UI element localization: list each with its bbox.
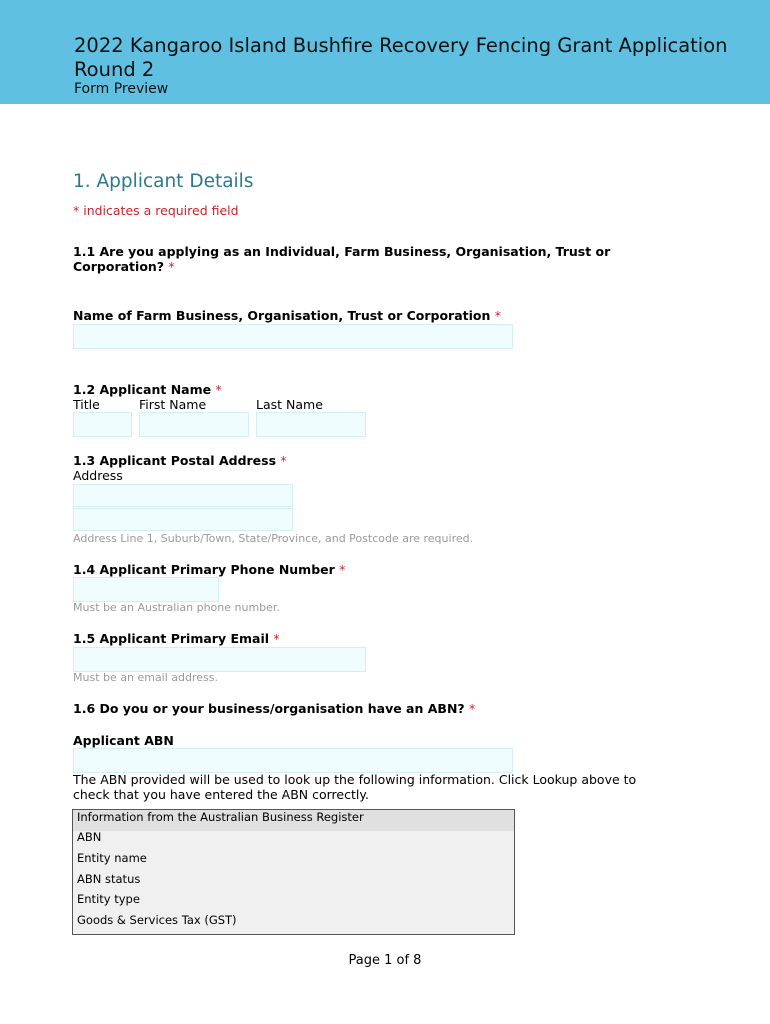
form-subtitle: Form Preview: [74, 81, 169, 97]
title-label: Title: [73, 397, 100, 412]
title-input[interactable]: [73, 412, 132, 437]
abn-label: Applicant ABN: [73, 733, 174, 748]
section-title: 1. Applicant Details: [73, 171, 254, 192]
abn-row-abn-status: ABN status: [77, 872, 141, 886]
abn-row-entity-name: Entity name: [77, 851, 147, 865]
required-star: *: [280, 453, 287, 468]
address-line-2-input[interactable]: [73, 508, 293, 531]
abn-info-box: [72, 809, 515, 935]
last-name-label: Last Name: [256, 397, 323, 412]
required-star: *: [273, 631, 280, 646]
question-1-5: 1.5 Applicant Primary Email *: [73, 631, 280, 646]
phone-hint: Must be an Australian phone number.: [73, 601, 280, 614]
required-star: *: [494, 308, 502, 323]
abn-description: The ABN provided will be used to look up the following information. Click Lookup above to check that you have entered the ABN correctly.: [73, 772, 637, 802]
abn-row-gst: Goods & Services Tax (GST): [77, 913, 237, 927]
required-star: *: [215, 382, 222, 397]
question-1-2: 1.2 Applicant Name *: [73, 382, 222, 397]
address-label: Address: [73, 468, 123, 483]
farm-name-label: Name of Farm Business, Organisation, Trust or Corporation *: [73, 308, 502, 323]
question-1-3: 1.3 Applicant Postal Address *: [73, 453, 287, 468]
email-input[interactable]: [73, 647, 366, 672]
last-name-input[interactable]: [256, 412, 366, 437]
required-star: *: [168, 259, 175, 274]
address-line-1-input[interactable]: [73, 484, 293, 507]
first-name-input[interactable]: [139, 412, 249, 437]
abn-info-header-label: Information from the Australian Business Register: [77, 810, 364, 824]
email-hint: Must be an email address.: [73, 671, 219, 684]
question-1-1: 1.1 Are you applying as an Individual, Farm Business, Organisation, Trust or Corporation? *: [73, 244, 611, 274]
abn-input[interactable]: [73, 748, 513, 773]
address-hint: Address Line 1, Suburb/Town, State/Province, and Postcode are required.: [73, 532, 474, 545]
required-star: *: [469, 701, 476, 716]
form-header: [0, 0, 770, 104]
required-star: *: [339, 562, 346, 577]
farm-name-input[interactable]: [73, 324, 513, 349]
phone-input[interactable]: [73, 577, 219, 602]
form-title: 2022 Kangaroo Island Bushfire Recovery Fencing Grant Application Round 2: [74, 34, 728, 81]
question-1-4: 1.4 Applicant Primary Phone Number *: [73, 562, 346, 577]
abn-row-entity-type: Entity type: [77, 892, 140, 906]
abn-row-abn: ABN: [77, 830, 102, 844]
page-number: Page 1 of 8: [348, 953, 422, 968]
first-name-label: First Name: [139, 397, 207, 412]
question-1-6: 1.6 Do you or your business/organisation have an ABN? *: [73, 701, 476, 716]
required-note: * indicates a required field: [73, 203, 239, 218]
